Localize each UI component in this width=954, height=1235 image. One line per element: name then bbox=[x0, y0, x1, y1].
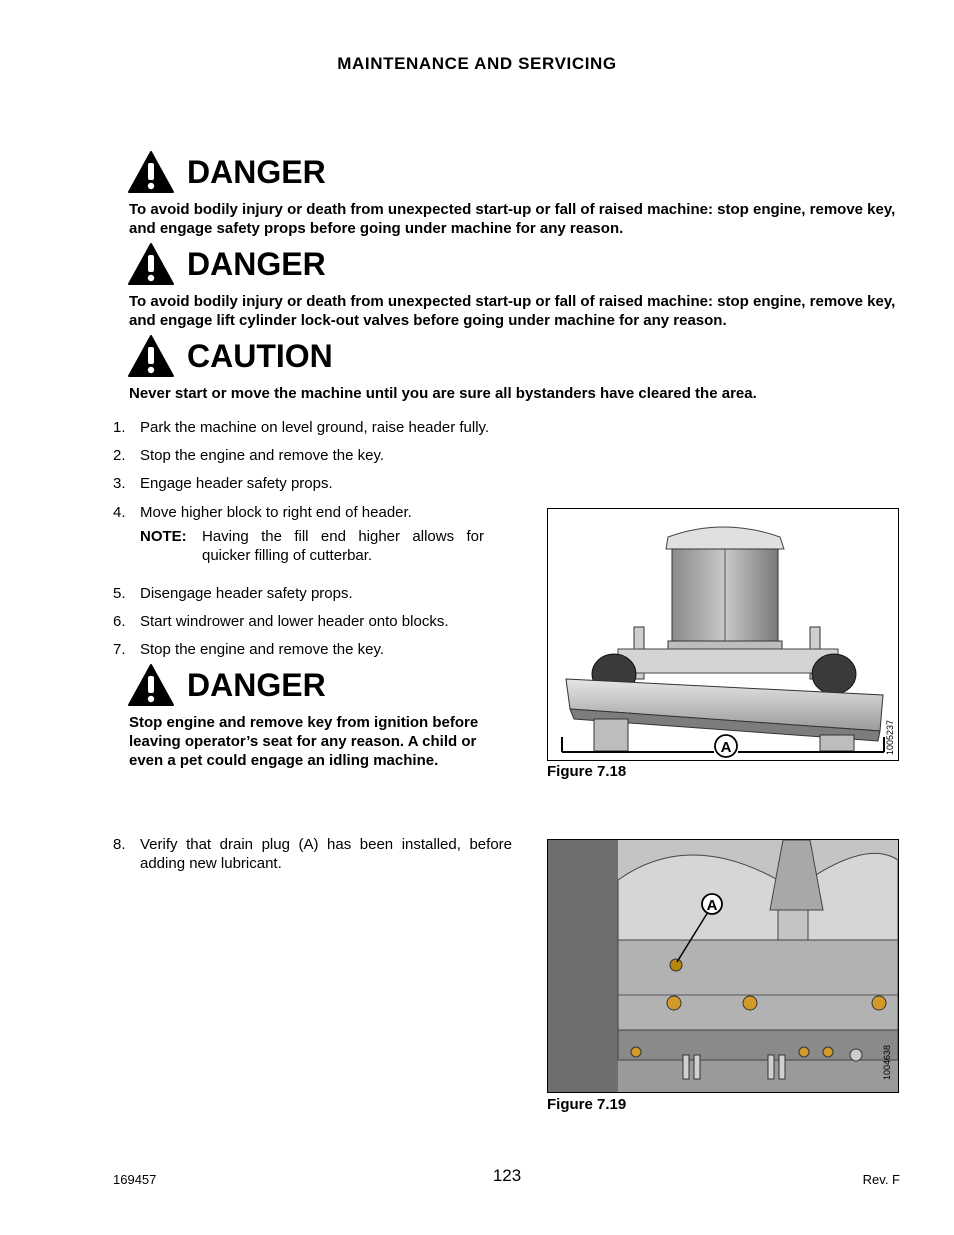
caution-signal bbox=[127, 334, 333, 378]
danger-signal-2 bbox=[127, 242, 326, 286]
danger-text-1: To avoid bodily injury or death from unexpected start-up or fall of raised machine: stop engine, remove key, and engage safety props before going under machine for any reason. bbox=[129, 201, 896, 237]
step-item bbox=[113, 835, 512, 873]
cutterbar-drain-plug-illustration bbox=[548, 840, 898, 1092]
figure-caption: Figure 7.18 bbox=[547, 763, 627, 780]
warning-triangle-icon bbox=[127, 242, 175, 286]
danger-text-3: Stop engine and remove key from ignition before leaving operator’s seat for any reason. A child or even a pet could engage an idling machine. bbox=[129, 714, 479, 769]
danger-signal-1 bbox=[127, 150, 326, 194]
signal-word: DANGER bbox=[187, 667, 326, 703]
step-item bbox=[113, 418, 489, 437]
signal-word: DANGER bbox=[187, 154, 326, 190]
callout-label: A bbox=[720, 739, 732, 756]
step-item bbox=[113, 640, 384, 659]
step-number: 3. bbox=[113, 475, 126, 492]
caution-text: Never start or move the machine until you are sure all bystanders have cleared the area. bbox=[129, 385, 757, 402]
step-number: 5. bbox=[113, 585, 126, 602]
step-item bbox=[113, 584, 353, 603]
step-number: 1. bbox=[113, 419, 126, 436]
step-number: 6. bbox=[113, 613, 126, 630]
step-text: Stop the engine and remove the key. bbox=[140, 447, 385, 464]
figure-7-18 bbox=[547, 508, 899, 761]
page-header-title: MAINTENANCE AND SERVICING bbox=[337, 54, 617, 73]
step-item bbox=[113, 612, 449, 631]
step-text: Stop the engine and remove the key. bbox=[140, 641, 385, 658]
step-number: 2. bbox=[113, 447, 126, 464]
revision-label: Rev. F bbox=[862, 1172, 900, 1187]
step-text: Park the machine on level ground, raise header fully. bbox=[140, 419, 490, 436]
warning-triangle-icon bbox=[127, 150, 175, 194]
windrower-header-illustration bbox=[548, 509, 898, 760]
note-label: NOTE: bbox=[140, 528, 187, 545]
signal-word: CAUTION bbox=[187, 338, 333, 374]
figure-id-number: 1005237 bbox=[885, 719, 895, 755]
step-number: 8. bbox=[113, 836, 126, 853]
step-text: Start windrower and lower header onto blocks. bbox=[140, 613, 449, 630]
figure-7-19 bbox=[547, 839, 899, 1093]
danger-text-2: To avoid bodily injury or death from unexpected start-up or fall of raised machine: stop engine, remove key, and engage lift cylinder lock-out valves before going under machine for any reason. bbox=[129, 293, 896, 329]
step-item bbox=[113, 446, 384, 465]
step-text: Engage header safety props. bbox=[140, 475, 333, 492]
step-item bbox=[113, 474, 333, 493]
step-number: 4. bbox=[113, 504, 126, 521]
danger-signal-3 bbox=[127, 663, 326, 707]
page-number: 123 bbox=[492, 1166, 522, 1185]
note-block bbox=[140, 527, 484, 565]
step-text: Verify that drain plug (A) has been installed, before adding new lubricant. bbox=[140, 836, 512, 872]
note-text: Having the fill end higher allows for quicker filling of cutterbar. bbox=[202, 528, 484, 564]
figure-id-number: 1004638 bbox=[882, 1044, 892, 1080]
step-text: Move higher block to right end of header. bbox=[140, 504, 412, 521]
document-number: 169457 bbox=[113, 1172, 157, 1187]
step-item bbox=[113, 503, 412, 522]
callout-label: A bbox=[706, 897, 718, 914]
signal-word: DANGER bbox=[187, 246, 326, 282]
warning-triangle-icon bbox=[127, 334, 175, 378]
step-text: Disengage header safety props. bbox=[140, 585, 353, 602]
step-number: 7. bbox=[113, 641, 126, 658]
warning-triangle-icon bbox=[127, 663, 175, 707]
figure-caption: Figure 7.19 bbox=[547, 1096, 627, 1113]
